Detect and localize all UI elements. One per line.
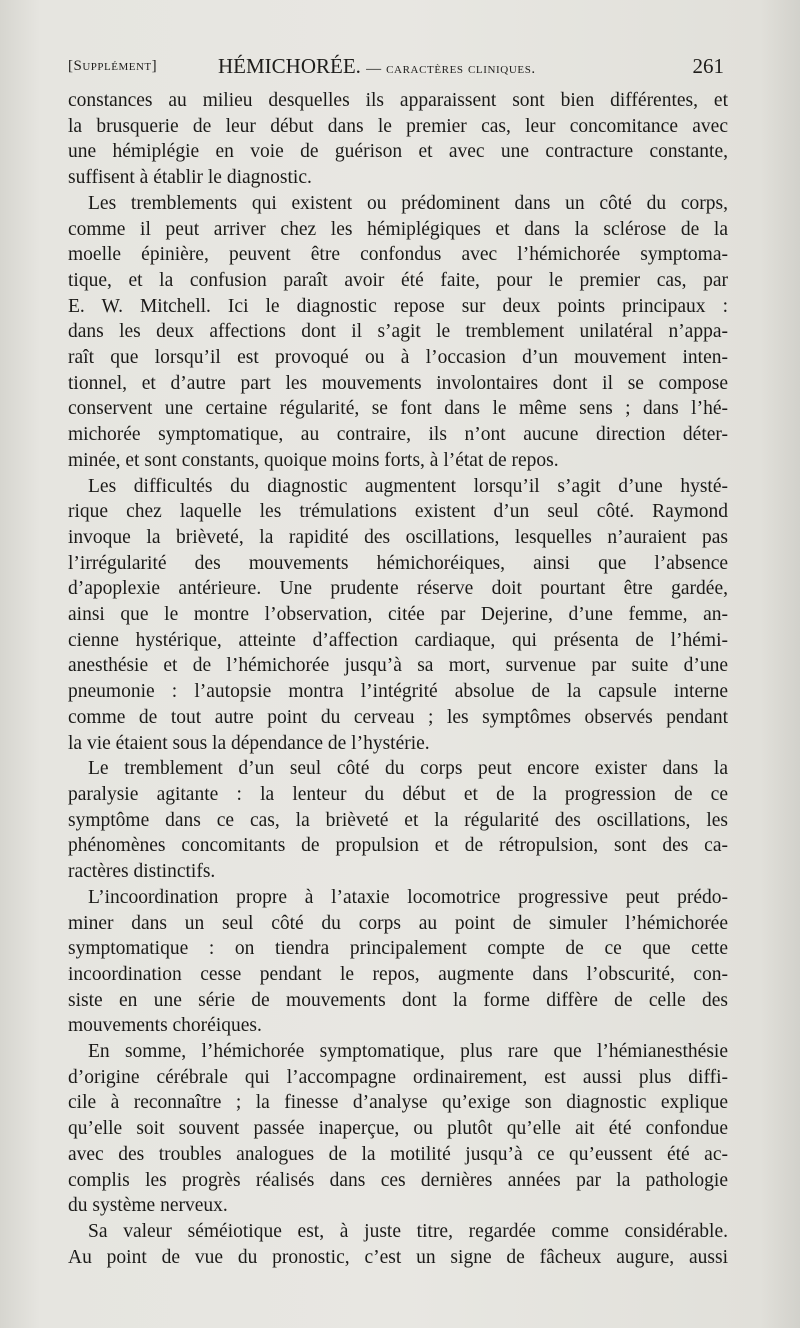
text-line: En somme, l’hémichorée symptomatique, plus rare que l’hémianesthésie xyxy=(88,1041,728,1063)
text-line: l’irrégularité des mouvements hémichoréiques, ainsi que l’absence xyxy=(68,552,728,574)
text-line: la brusquerie de leur début dans le premier cas, leur concomitance avec xyxy=(68,115,728,137)
text-line: moelle épinière, peuvent être confondus avec l’hémichorée symptoma- xyxy=(68,244,728,266)
text-line: ainsi que le montre l’observation, citée par Dejerine, d’une femme, an- xyxy=(68,604,728,626)
text-line: raît que lorsqu’il est provoqué ou à l’occasion d’un mouvement inten- xyxy=(68,347,728,369)
text-line: anesthésie et de l’hémichorée jusqu’à sa mort, survenue par suite d’une xyxy=(68,655,728,677)
text-line: conservent une certaine régularité, se font dans le même sens ; dans l’hé- xyxy=(68,398,728,420)
text-line: tique, et la confusion paraît avoir été faite, pour le premier cas, par xyxy=(68,269,728,291)
text-line: L’incoordination propre à l’ataxie locomotrice progressive peut prédo- xyxy=(88,886,728,908)
text-line: comme il peut arriver chez les hémiplégiques et dans la sclérose de la xyxy=(68,218,728,240)
text-line: rique chez laquelle les trémulations existent d’un seul côté. Raymond xyxy=(68,501,728,523)
text-line: constances au milieu desquelles ils apparaissent sont bien différentes, et xyxy=(68,90,728,111)
text-line: Le tremblement d’un seul côté du corps peut encore exister dans la xyxy=(88,758,728,780)
text-line: d’apoplexie antérieure. Une prudente réserve doit pourtant être gardée, xyxy=(68,578,728,600)
header-title xyxy=(218,54,536,79)
page-number: 261 xyxy=(692,54,724,78)
text-line: dans les deux affections dont il s’agit le tremblement unilatéral n’appa- xyxy=(68,321,728,343)
running-header xyxy=(68,54,724,84)
text-line: phénomènes concomitants de propulsion et de rétropulsion, sont des ca- xyxy=(68,835,728,857)
text-line: paralysie agitante : la lenteur du début et de la progression de ce xyxy=(68,783,728,805)
text-line: Sa valeur séméiotique est, à juste titre, regardée comme considérable. xyxy=(88,1220,728,1242)
text-line: du système nerveux. xyxy=(68,1195,228,1217)
text-line: siste en une série de mouvements dont la forme diffère de celle des xyxy=(68,989,728,1011)
text-line: une hémiplégie en voie de guérison et avec une contracture constante, xyxy=(68,141,728,163)
text-line: tionnel, et d’autre part les mouvements involontaires dont il se compose xyxy=(68,372,728,394)
text-line: E. W. Mitchell. Ici le diagnostic repose sur deux points principaux : xyxy=(68,295,728,317)
text-line: qu’elle soit souvent passée inaperçue, ou plutôt qu’elle ait été confondue xyxy=(68,1118,728,1140)
text-line: miner dans un seul côté du corps au point de simuler l’hémichorée xyxy=(68,912,728,934)
text-line: cile à reconnaître ; la finesse d’analyse qu’exige son diagnostic explique xyxy=(68,1092,728,1114)
text-line: complis les progrès réalisés dans ces dernières années par la pathologie xyxy=(68,1169,728,1191)
text-line: pneumonie : l’autopsie montra l’intégrité absolue de la capsule interne xyxy=(68,681,728,703)
text-line: Au point de vue du pronostic, c’est un signe de fâcheux augure, aussi xyxy=(68,1246,728,1268)
text-line: mouvements choréiques. xyxy=(68,1015,262,1037)
text-line: invoque la brièveté, la rapidité des oscillations, lesquelles n’auraient pas xyxy=(68,526,728,548)
text-line: cienne hystérique, atteinte d’affection cardiaque, qui présenta de l’hémi- xyxy=(68,629,728,651)
header-section: [Supplément] xyxy=(68,58,158,74)
body-text xyxy=(68,88,728,1270)
header-subtitle: — caractères cliniques. xyxy=(366,61,536,77)
header-title-main: HÉMICHORÉE. xyxy=(218,54,361,78)
text-line: michorée symptomatique, au contraire, ils n’ont aucune direction déter- xyxy=(68,424,728,446)
text-line: suffisent à établir le diagnostic. xyxy=(68,167,312,189)
text-line: minée, et sont constants, quoique moins forts, à l’état de repos. xyxy=(68,449,559,471)
text-line: comme de tout autre point du cerveau ; les symptômes observés pendant xyxy=(68,706,728,728)
text-line: d’origine cérébrale qui l’accompagne ordinairement, est aussi plus diffi- xyxy=(68,1066,728,1088)
text-line: Les tremblements qui existent ou prédominent dans un côté du corps, xyxy=(88,192,728,214)
text-line: symptôme dans ce cas, la brièveté et la régularité des oscillations, les xyxy=(68,809,728,831)
text-line: incoordination cesse pendant le repos, augmente dans l’obscurité, con- xyxy=(68,963,728,985)
text-line: la vie étaient sous la dépendance de l’hystérie. xyxy=(68,732,430,754)
text-line: Les difficultés du diagnostic augmentent lorsqu’il s’agit d’une hysté- xyxy=(88,475,728,497)
text-line: ractères distinctifs. xyxy=(68,861,216,883)
text-line: avec des troubles analogues de la motilité jusqu’à ce qu’eussent été ac- xyxy=(68,1143,728,1165)
text-line: symptomatique : on tiendra principalement compte de ce que cette xyxy=(68,938,728,960)
